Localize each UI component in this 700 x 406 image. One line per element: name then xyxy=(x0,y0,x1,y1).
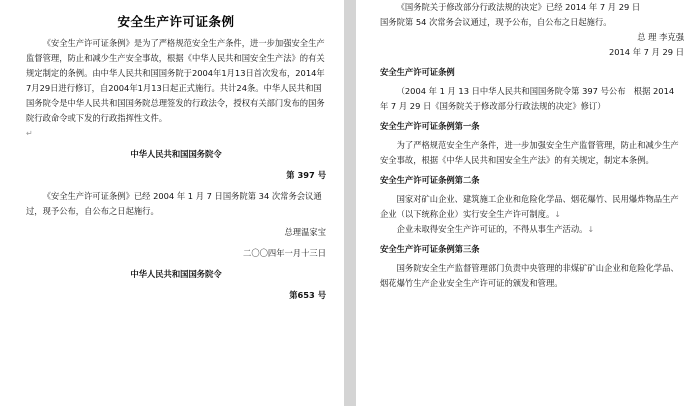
decree-org-2[interactable]: 中华人民共和国国务院令 xyxy=(130,269,222,279)
paragraph-mark: ↵ xyxy=(26,129,33,138)
article-2-text-a[interactable]: 国家对矿山企业、建筑施工企业和危险化学品、烟花爆竹、民用爆炸物品生产企业（以下统称企业）实行安全生产许可制度。↓ xyxy=(380,194,679,219)
heading-article-3[interactable]: 安全生产许可证条例第三条 xyxy=(380,244,480,254)
document-page-right xyxy=(356,0,700,406)
document-title: 安全生产许可证条例 xyxy=(117,14,235,29)
signature-2[interactable]: 总 理 李克强 xyxy=(637,32,684,42)
article-3-text[interactable]: 国务院安全生产监督管理部门负责中央管理的非煤矿矿山企业和危险化学品、烟花爆竹生产企业安全生产许可证的颁发和管理。 xyxy=(380,263,679,288)
top-line-1[interactable]: 《国务院关于修改部分行政法规的决定》已经 2014 年 7 月 29 日 xyxy=(396,2,641,12)
heading-article-2[interactable]: 安全生产许可证条例第二条 xyxy=(380,175,480,185)
date-1[interactable]: 二〇〇四年一月十三日 xyxy=(243,248,326,258)
line-break-mark: ↓ xyxy=(554,210,561,219)
top-line-2[interactable]: 国务院第 54 次常务会议通过，现予公布，自公布之日起施行。 xyxy=(380,17,612,27)
article-1-text[interactable]: 为了严格规范安全生产条件，进一步加强安全生产监督管理，防止和减少生产安全事故，根据《中华人民共和国安全生产法》的有关规定，制定本条例。 xyxy=(380,140,679,165)
decree-org-1[interactable]: 中华人民共和国国务院令 xyxy=(130,149,222,159)
intro-paragraph[interactable]: 《安全生产许可证条例》是为了严格规范安全生产条件，进一步加强安全生产监督管理，防止和减少生产安全事故，根据《中华人民共和国安全生产法》的有关规定制定的条例。由中华人民共和国国务院于2004年1月13日首次发布，2014年7月29日进行修订，自2004年1月13日起正式施行。共计24条。中华人民共和国国务院令是中华人民共和国国务院总理签发的行政法令，授权有关部门发布的国务院行政命令或下发的行政指挥性文件。 xyxy=(26,38,325,123)
article-2-text-b[interactable]: 企业未取得安全生产许可证的，不得从事生产活动。↓ xyxy=(396,224,595,234)
decree-number-2[interactable]: 第653 号 xyxy=(289,290,326,300)
heading-article-1[interactable]: 安全生产许可证条例第一条 xyxy=(380,121,480,131)
date-2[interactable]: 2014 年 7 月 29 日 xyxy=(608,47,684,57)
line-break-mark: ↓ xyxy=(587,225,595,234)
document-page-left xyxy=(0,0,344,406)
revision-note[interactable]: （2004 年 1 月 13 日中华人民共和国国务院令第 397 号公布 根据 2014 年 7 月 29 日《国务院关于修改部分行政法规的决定》修订） xyxy=(380,86,675,111)
heading-title[interactable]: 安全生产许可证条例 xyxy=(380,67,455,77)
signature-1[interactable]: 总理温家宝 xyxy=(284,227,326,237)
decree-number-1[interactable]: 第 397 号 xyxy=(286,170,326,180)
decree-text-1[interactable]: 《安全生产许可证条例》已经 2004 年 1 月 7 日国务院第 34 次常务会议通过，现予公布，自公布之日起施行。 xyxy=(26,191,322,216)
